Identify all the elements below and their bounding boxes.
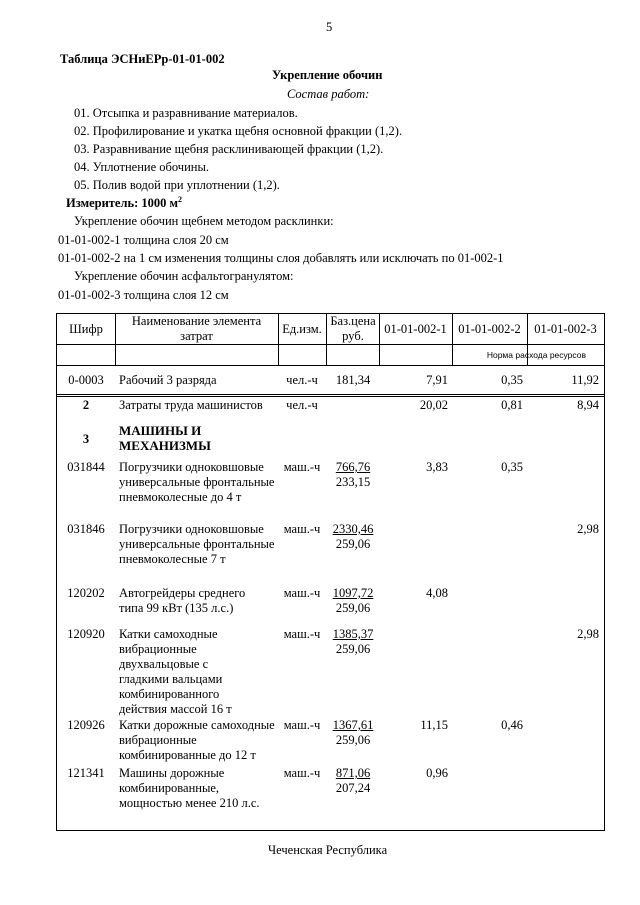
table-row-col-1: 7,91 <box>426 373 448 387</box>
table-row-code: 2 <box>82 398 90 412</box>
table-row-price: 1367,61 <box>332 718 374 732</box>
table-row-unit: чел.-ч <box>286 398 318 412</box>
work-item: 03. Разравнивание щебня расклинивающей фракции (1,2). <box>74 142 384 156</box>
table-row-code: 120926 <box>67 718 105 732</box>
table-row-price: 871,06 <box>335 766 371 780</box>
table-row-name: МАШИНЫ И МЕХАНИЗМЫ <box>119 423 211 453</box>
table-row-price-2: 259,06 <box>335 733 371 747</box>
table-row-col-3: 2,98 <box>577 522 599 536</box>
table-row-unit: маш.-ч <box>283 460 321 474</box>
header-name: Наименование элемента затрат <box>131 314 262 343</box>
table-row-code: 031844 <box>67 460 105 474</box>
table-row-col-1: 20,02 <box>419 398 448 412</box>
work-item: 05. Полив водой при уплотнении (1,2). <box>74 178 280 192</box>
table-row-unit: маш.-ч <box>283 718 321 732</box>
table-row-code: 120920 <box>67 627 105 641</box>
meter <box>66 196 182 211</box>
table-row-name: Автогрейдеры среднего типа 99 кВт (135 л.с.) <box>119 586 246 615</box>
table-row-col-1: 11,15 <box>420 718 448 732</box>
description-line: 01-01-002-3 толщина слоя 12 см <box>58 288 229 302</box>
table-row-name: Катки дорожные самоходные вибрационные комбинированные до 12 т <box>119 718 275 762</box>
page-number: 5 <box>326 20 333 34</box>
meter-label: Измеритель: 1000 м <box>66 196 179 210</box>
table-row-name: Затраты труда машинистов <box>119 398 263 412</box>
work-item: 01. Отсыпка и разравнивание материалов. <box>74 106 298 120</box>
table-row-col-2: 0,35 <box>501 373 523 387</box>
table-row-name: Погрузчики одноковшовые универсальные фронтальные пневмоколесные до 4 т <box>119 460 275 504</box>
table-row-code: 121341 <box>67 766 105 780</box>
resource-table <box>56 313 605 831</box>
table-row-unit: маш.-ч <box>283 627 321 641</box>
table-row-code: 0-0003 <box>68 373 104 387</box>
table-row-price-2: 259,06 <box>335 537 371 551</box>
table-row-price-2: 259,06 <box>335 601 371 615</box>
description-line: Укрепление обочин щебнем методом расклинки: <box>74 214 334 228</box>
table-row-col-1: 4,08 <box>426 586 448 600</box>
table-row-col-3: 2,98 <box>577 627 599 641</box>
table-row-name: Погрузчики одноковшовые универсальные фронтальные пневмоколесные 7 т <box>119 522 275 566</box>
header-code: Шифр <box>69 322 103 336</box>
work-item: 04. Уплотнение обочины. <box>74 160 209 174</box>
table-row-name: Рабочий 3 разряда <box>119 373 217 387</box>
table-row-code: 031846 <box>67 522 105 536</box>
description-line: Укрепление обочин асфальтогранулятом: <box>74 269 294 283</box>
table-row-col-3: 11,92 <box>571 373 599 387</box>
meter-sup: 2 <box>178 194 183 204</box>
table-row-col-1: 3,83 <box>426 460 448 474</box>
table-row-price: 2330,46 <box>332 522 374 536</box>
header-col-1: 01-01-002-1 <box>384 322 447 336</box>
header-unit: Ед.изм. <box>282 322 322 336</box>
table-row-price: 1097,72 <box>332 586 374 600</box>
header-price: Баз.цена руб. <box>330 314 376 343</box>
table-row-col-3: 8,94 <box>577 398 599 412</box>
norm-label: Норма расхода ресурсов <box>486 350 586 360</box>
works-heading: Состав работ: <box>287 87 370 101</box>
table-row-col-2: 0,35 <box>501 460 523 474</box>
table-row-unit: маш.-ч <box>283 766 321 780</box>
footer-region: Чеченская Республика <box>268 843 388 857</box>
table-row-name: Машины дорожные комбинированные, мощностью менее 210 л.с. <box>119 766 260 810</box>
table-row-unit: маш.-ч <box>283 522 321 536</box>
description-line: 01-01-002-1 толщина слоя 20 см <box>58 233 229 247</box>
table-row-col-2: 0,81 <box>501 398 523 412</box>
table-code: Таблица ЭСНиЕРр-01-01-002 <box>60 52 225 66</box>
table-row-price-2: 259,06 <box>335 642 371 656</box>
description-line: 01-01-002-2 на 1 см изменения толщины слоя добавлять или исключать по 01-002-1 <box>58 251 504 265</box>
table-row-name: Катки самоходные вибрационные двухвальцовые с гладкими вальцами комбинированного действия массой 16 т <box>119 627 232 716</box>
table-row-code: 120202 <box>67 586 105 600</box>
table-row-unit: чел.-ч <box>286 373 318 387</box>
header-col-2: 01-01-002-2 <box>458 322 521 336</box>
table-row-price-2: 207,24 <box>335 781 371 795</box>
table-row-price: 181,34 <box>335 373 371 387</box>
table-row-code: 3 <box>82 432 90 446</box>
table-row-price-2: 233,15 <box>335 475 371 489</box>
header-col-3: 01-01-002-3 <box>534 322 597 336</box>
work-item: 02. Профилирование и укатка щебня основной фракции (1,2). <box>74 124 403 138</box>
table-row-col-1: 0,96 <box>426 766 448 780</box>
table-row-price: 766,76 <box>335 460 371 474</box>
section-title: Укрепление обочин <box>272 68 383 82</box>
table-row-col-2: 0,46 <box>501 718 523 732</box>
table-row-price: 1385,37 <box>332 627 374 641</box>
table-row-unit: маш.-ч <box>283 586 321 600</box>
